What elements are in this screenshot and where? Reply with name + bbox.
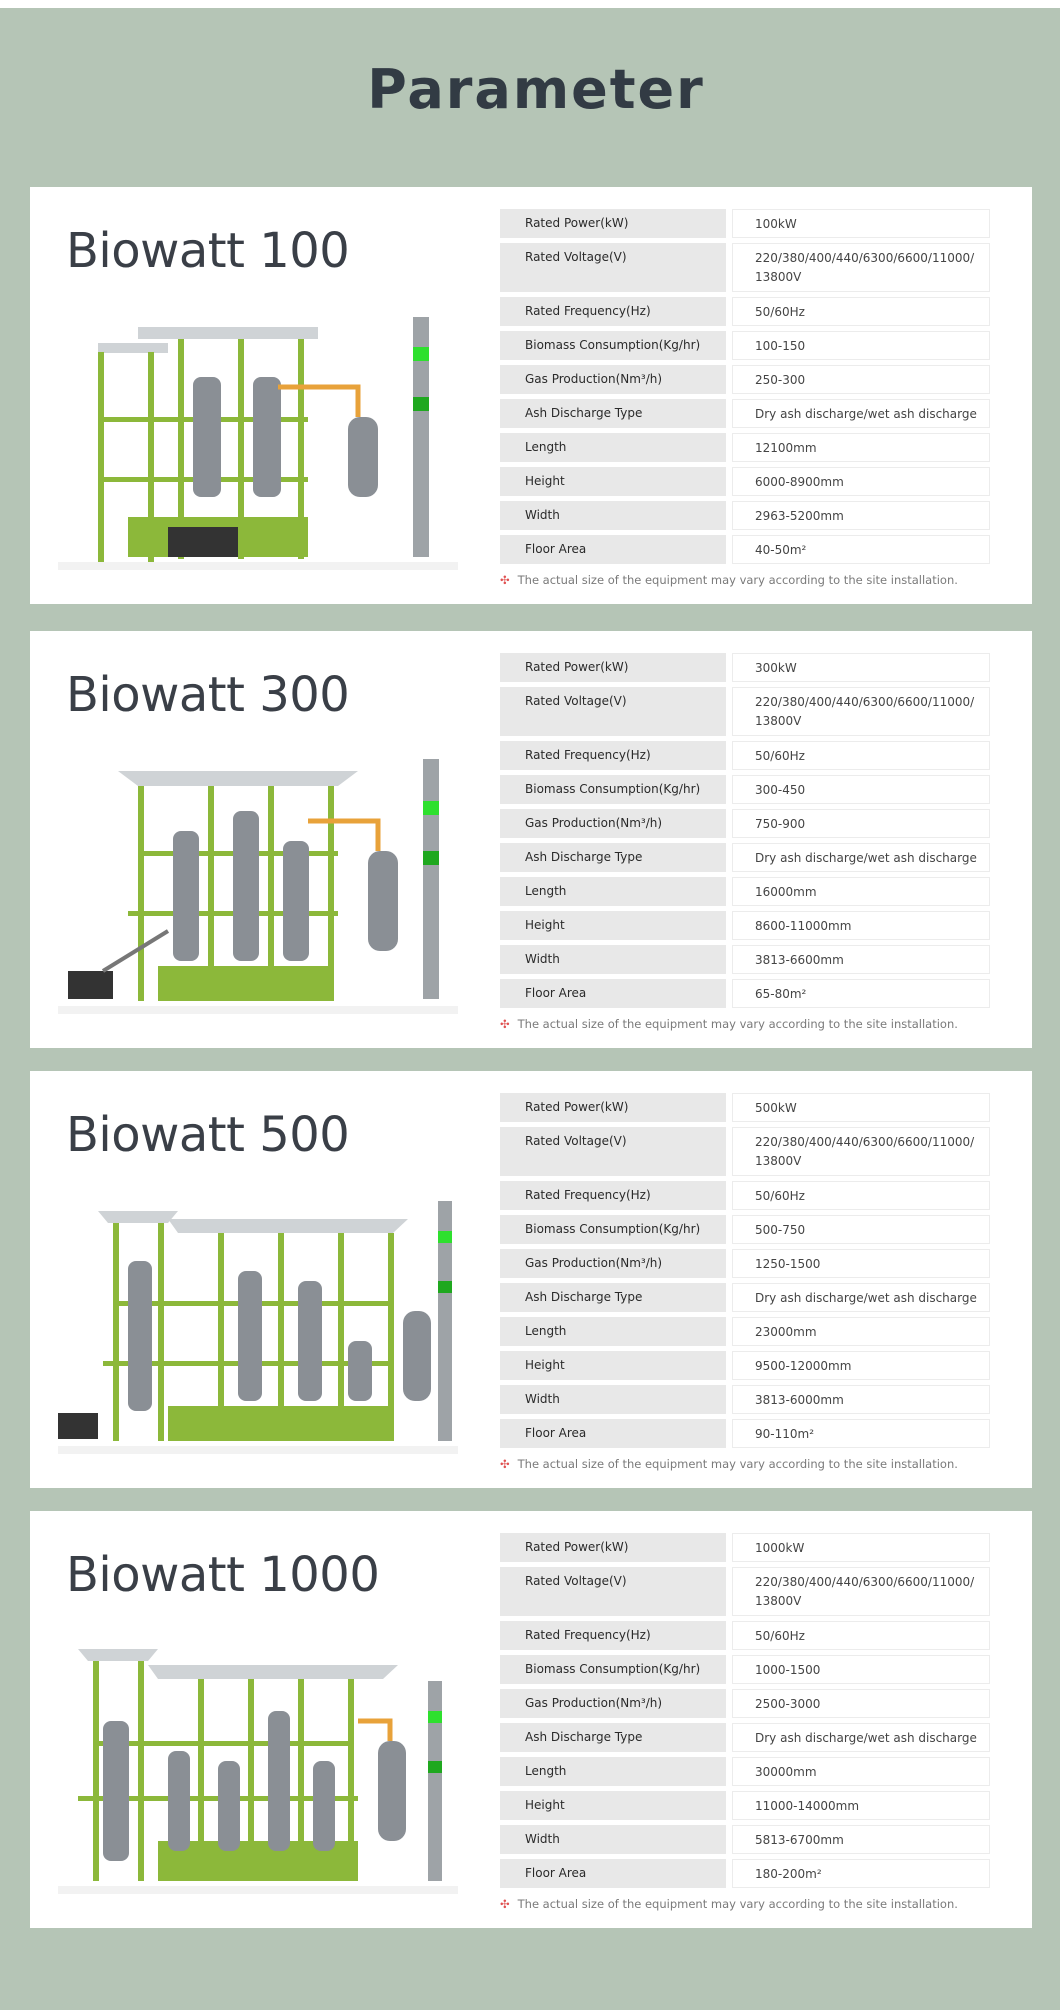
- spec-row: [500, 1385, 990, 1414]
- spec-row: [500, 1283, 990, 1312]
- spec-row: [500, 1621, 990, 1650]
- spec-value: 300kW: [732, 653, 990, 682]
- spec-value: 220/380/400/440/6300/6600/11000/ 13800V: [732, 243, 990, 292]
- spec-value: 220/380/400/440/6300/6600/11000/ 13800V: [732, 1567, 990, 1616]
- spec-label: Width: [500, 501, 726, 530]
- spec-label: Length: [500, 1757, 726, 1786]
- spec-value: 300-450: [732, 775, 990, 804]
- note-text: The actual size of the equipment may vary according to the site installation.: [517, 1897, 958, 1911]
- spec-value: Dry ash discharge/wet ash discharge: [732, 1723, 990, 1752]
- spec-value: Dry ash discharge/wet ash discharge: [732, 1283, 990, 1312]
- product-title: Biowatt 300: [66, 667, 350, 723]
- spec-value: 12100mm: [732, 433, 990, 462]
- spec-label: Gas Production(Nm³/h): [500, 809, 726, 838]
- spec-row: [500, 809, 990, 838]
- product-card-biowatt-100: [30, 187, 1032, 604]
- spec-value: 90-110m²: [732, 1419, 990, 1448]
- spec-label: Biomass Consumption(Kg/hr): [500, 1215, 726, 1244]
- product-card-biowatt-500: [30, 1071, 1032, 1488]
- spec-value: 11000-14000mm: [732, 1791, 990, 1820]
- spec-label: Length: [500, 877, 726, 906]
- page-title: Parameter: [367, 58, 705, 121]
- asterisk-icon: ✣: [500, 1897, 510, 1911]
- spec-value: 500-750: [732, 1215, 990, 1244]
- spec-label: Rated Voltage(V): [500, 687, 726, 736]
- spec-label: Rated Power(kW): [500, 653, 726, 682]
- spec-row: [500, 1859, 990, 1888]
- spec-label: Width: [500, 1385, 726, 1414]
- spec-value: 16000mm: [732, 877, 990, 906]
- spec-row: [500, 365, 990, 394]
- spec-row: [500, 979, 990, 1008]
- spec-table: [500, 1533, 990, 1893]
- spec-table: [500, 1093, 990, 1453]
- spec-label: Ash Discharge Type: [500, 843, 726, 872]
- spec-value: 1000kW: [732, 1533, 990, 1562]
- gasifier-illustration: [58, 751, 458, 1021]
- spec-label: Rated Frequency(Hz): [500, 297, 726, 326]
- spec-value: 1000-1500: [732, 1655, 990, 1684]
- spec-row: [500, 297, 990, 326]
- spec-value: 23000mm: [732, 1317, 990, 1346]
- spec-label: Rated Frequency(Hz): [500, 1181, 726, 1210]
- spec-row: [500, 1317, 990, 1346]
- product-title: Biowatt 500: [66, 1107, 350, 1163]
- spec-table: [500, 653, 990, 1013]
- spec-value: 40-50m²: [732, 535, 990, 564]
- asterisk-icon: ✣: [500, 1017, 510, 1031]
- top-strip: [0, 0, 1060, 8]
- spec-label: Length: [500, 1317, 726, 1346]
- spec-value: 50/60Hz: [732, 297, 990, 326]
- spec-label: Floor Area: [500, 1859, 726, 1888]
- spec-row: [500, 741, 990, 770]
- spec-label: Ash Discharge Type: [500, 1723, 726, 1752]
- spec-row: [500, 843, 990, 872]
- spec-label: Gas Production(Nm³/h): [500, 365, 726, 394]
- spec-value: 180-200m²: [732, 1859, 990, 1888]
- spec-label: Height: [500, 1351, 726, 1380]
- spec-value: 3813-6000mm: [732, 1385, 990, 1414]
- spec-label: Rated Voltage(V): [500, 1127, 726, 1176]
- spec-label: Width: [500, 1825, 726, 1854]
- gasifier-illustration: [58, 307, 458, 577]
- spec-value: 2963-5200mm: [732, 501, 990, 530]
- asterisk-icon: ✣: [500, 573, 510, 587]
- spec-label: Ash Discharge Type: [500, 1283, 726, 1312]
- spec-label: Length: [500, 433, 726, 462]
- spec-table: [500, 209, 990, 569]
- spec-label: Rated Frequency(Hz): [500, 1621, 726, 1650]
- spec-row: [500, 1533, 990, 1562]
- spec-row: [500, 1825, 990, 1854]
- installation-note: [500, 1017, 958, 1031]
- spec-row: [500, 1181, 990, 1210]
- spec-value: 220/380/400/440/6300/6600/11000/ 13800V: [732, 1127, 990, 1176]
- spec-value: 500kW: [732, 1093, 990, 1122]
- spec-label: Biomass Consumption(Kg/hr): [500, 775, 726, 804]
- spec-value: 30000mm: [732, 1757, 990, 1786]
- spec-row: [500, 1689, 990, 1718]
- spec-value: 220/380/400/440/6300/6600/11000/ 13800V: [732, 687, 990, 736]
- spec-value: Dry ash discharge/wet ash discharge: [732, 843, 990, 872]
- spec-row: [500, 1791, 990, 1820]
- spec-label: Biomass Consumption(Kg/hr): [500, 331, 726, 360]
- installation-note: [500, 1897, 958, 1911]
- spec-label: Rated Power(kW): [500, 1533, 726, 1562]
- spec-row: [500, 433, 990, 462]
- spec-value: 750-900: [732, 809, 990, 838]
- spec-row: [500, 1567, 990, 1616]
- note-text: The actual size of the equipment may vary according to the site installation.: [517, 1457, 958, 1471]
- spec-row: [500, 945, 990, 974]
- spec-label: Floor Area: [500, 979, 726, 1008]
- spec-row: [500, 687, 990, 736]
- spec-label: Rated Voltage(V): [500, 243, 726, 292]
- spec-row: [500, 1757, 990, 1786]
- spec-value: 65-80m²: [732, 979, 990, 1008]
- spec-value: 50/60Hz: [732, 741, 990, 770]
- spec-value: Dry ash discharge/wet ash discharge: [732, 399, 990, 428]
- spec-value: 8600-11000mm: [732, 911, 990, 940]
- spec-value: 2500-3000: [732, 1689, 990, 1718]
- spec-value: 9500-12000mm: [732, 1351, 990, 1380]
- spec-value: 50/60Hz: [732, 1181, 990, 1210]
- spec-value: 6000-8900mm: [732, 467, 990, 496]
- product-card-biowatt-1000: [30, 1511, 1032, 1928]
- spec-label: Gas Production(Nm³/h): [500, 1249, 726, 1278]
- product-title: Biowatt 100: [66, 223, 350, 279]
- spec-label: Ash Discharge Type: [500, 399, 726, 428]
- spec-row: [500, 1249, 990, 1278]
- spec-row: [500, 1127, 990, 1176]
- spec-label: Rated Voltage(V): [500, 1567, 726, 1616]
- spec-row: [500, 877, 990, 906]
- spec-row: [500, 331, 990, 360]
- spec-label: Gas Production(Nm³/h): [500, 1689, 726, 1718]
- spec-row: [500, 1723, 990, 1752]
- spec-label: Rated Frequency(Hz): [500, 741, 726, 770]
- spec-row: [500, 535, 990, 564]
- spec-row: [500, 1215, 990, 1244]
- spec-label: Rated Power(kW): [500, 1093, 726, 1122]
- spec-value: 3813-6600mm: [732, 945, 990, 974]
- spec-row: [500, 1351, 990, 1380]
- spec-row: [500, 911, 990, 940]
- spec-label: Biomass Consumption(Kg/hr): [500, 1655, 726, 1684]
- spec-label: Height: [500, 467, 726, 496]
- note-text: The actual size of the equipment may vary according to the site installation.: [517, 573, 958, 587]
- spec-value: 1250-1500: [732, 1249, 990, 1278]
- gasifier-illustration: [58, 1631, 458, 1901]
- spec-value: 100kW: [732, 209, 990, 238]
- spec-row: [500, 209, 990, 238]
- spec-label: Height: [500, 911, 726, 940]
- spec-value: 5813-6700mm: [732, 1825, 990, 1854]
- spec-row: [500, 1655, 990, 1684]
- note-text: The actual size of the equipment may vary according to the site installation.: [517, 1017, 958, 1031]
- spec-row: [500, 1093, 990, 1122]
- gasifier-illustration: [58, 1191, 458, 1461]
- spec-value: 250-300: [732, 365, 990, 394]
- spec-row: [500, 1419, 990, 1448]
- spec-label: Width: [500, 945, 726, 974]
- spec-row: [500, 653, 990, 682]
- spec-value: 100-150: [732, 331, 990, 360]
- spec-label: Floor Area: [500, 535, 726, 564]
- spec-row: [500, 399, 990, 428]
- installation-note: [500, 573, 958, 587]
- asterisk-icon: ✣: [500, 1457, 510, 1471]
- product-title: Biowatt 1000: [66, 1547, 380, 1603]
- spec-label: Floor Area: [500, 1419, 726, 1448]
- spec-row: [500, 775, 990, 804]
- spec-value: 50/60Hz: [732, 1621, 990, 1650]
- spec-label: Rated Power(kW): [500, 209, 726, 238]
- spec-label: Height: [500, 1791, 726, 1820]
- spec-row: [500, 467, 990, 496]
- spec-row: [500, 243, 990, 292]
- installation-note: [500, 1457, 958, 1471]
- spec-row: [500, 501, 990, 530]
- product-card-biowatt-300: [30, 631, 1032, 1048]
